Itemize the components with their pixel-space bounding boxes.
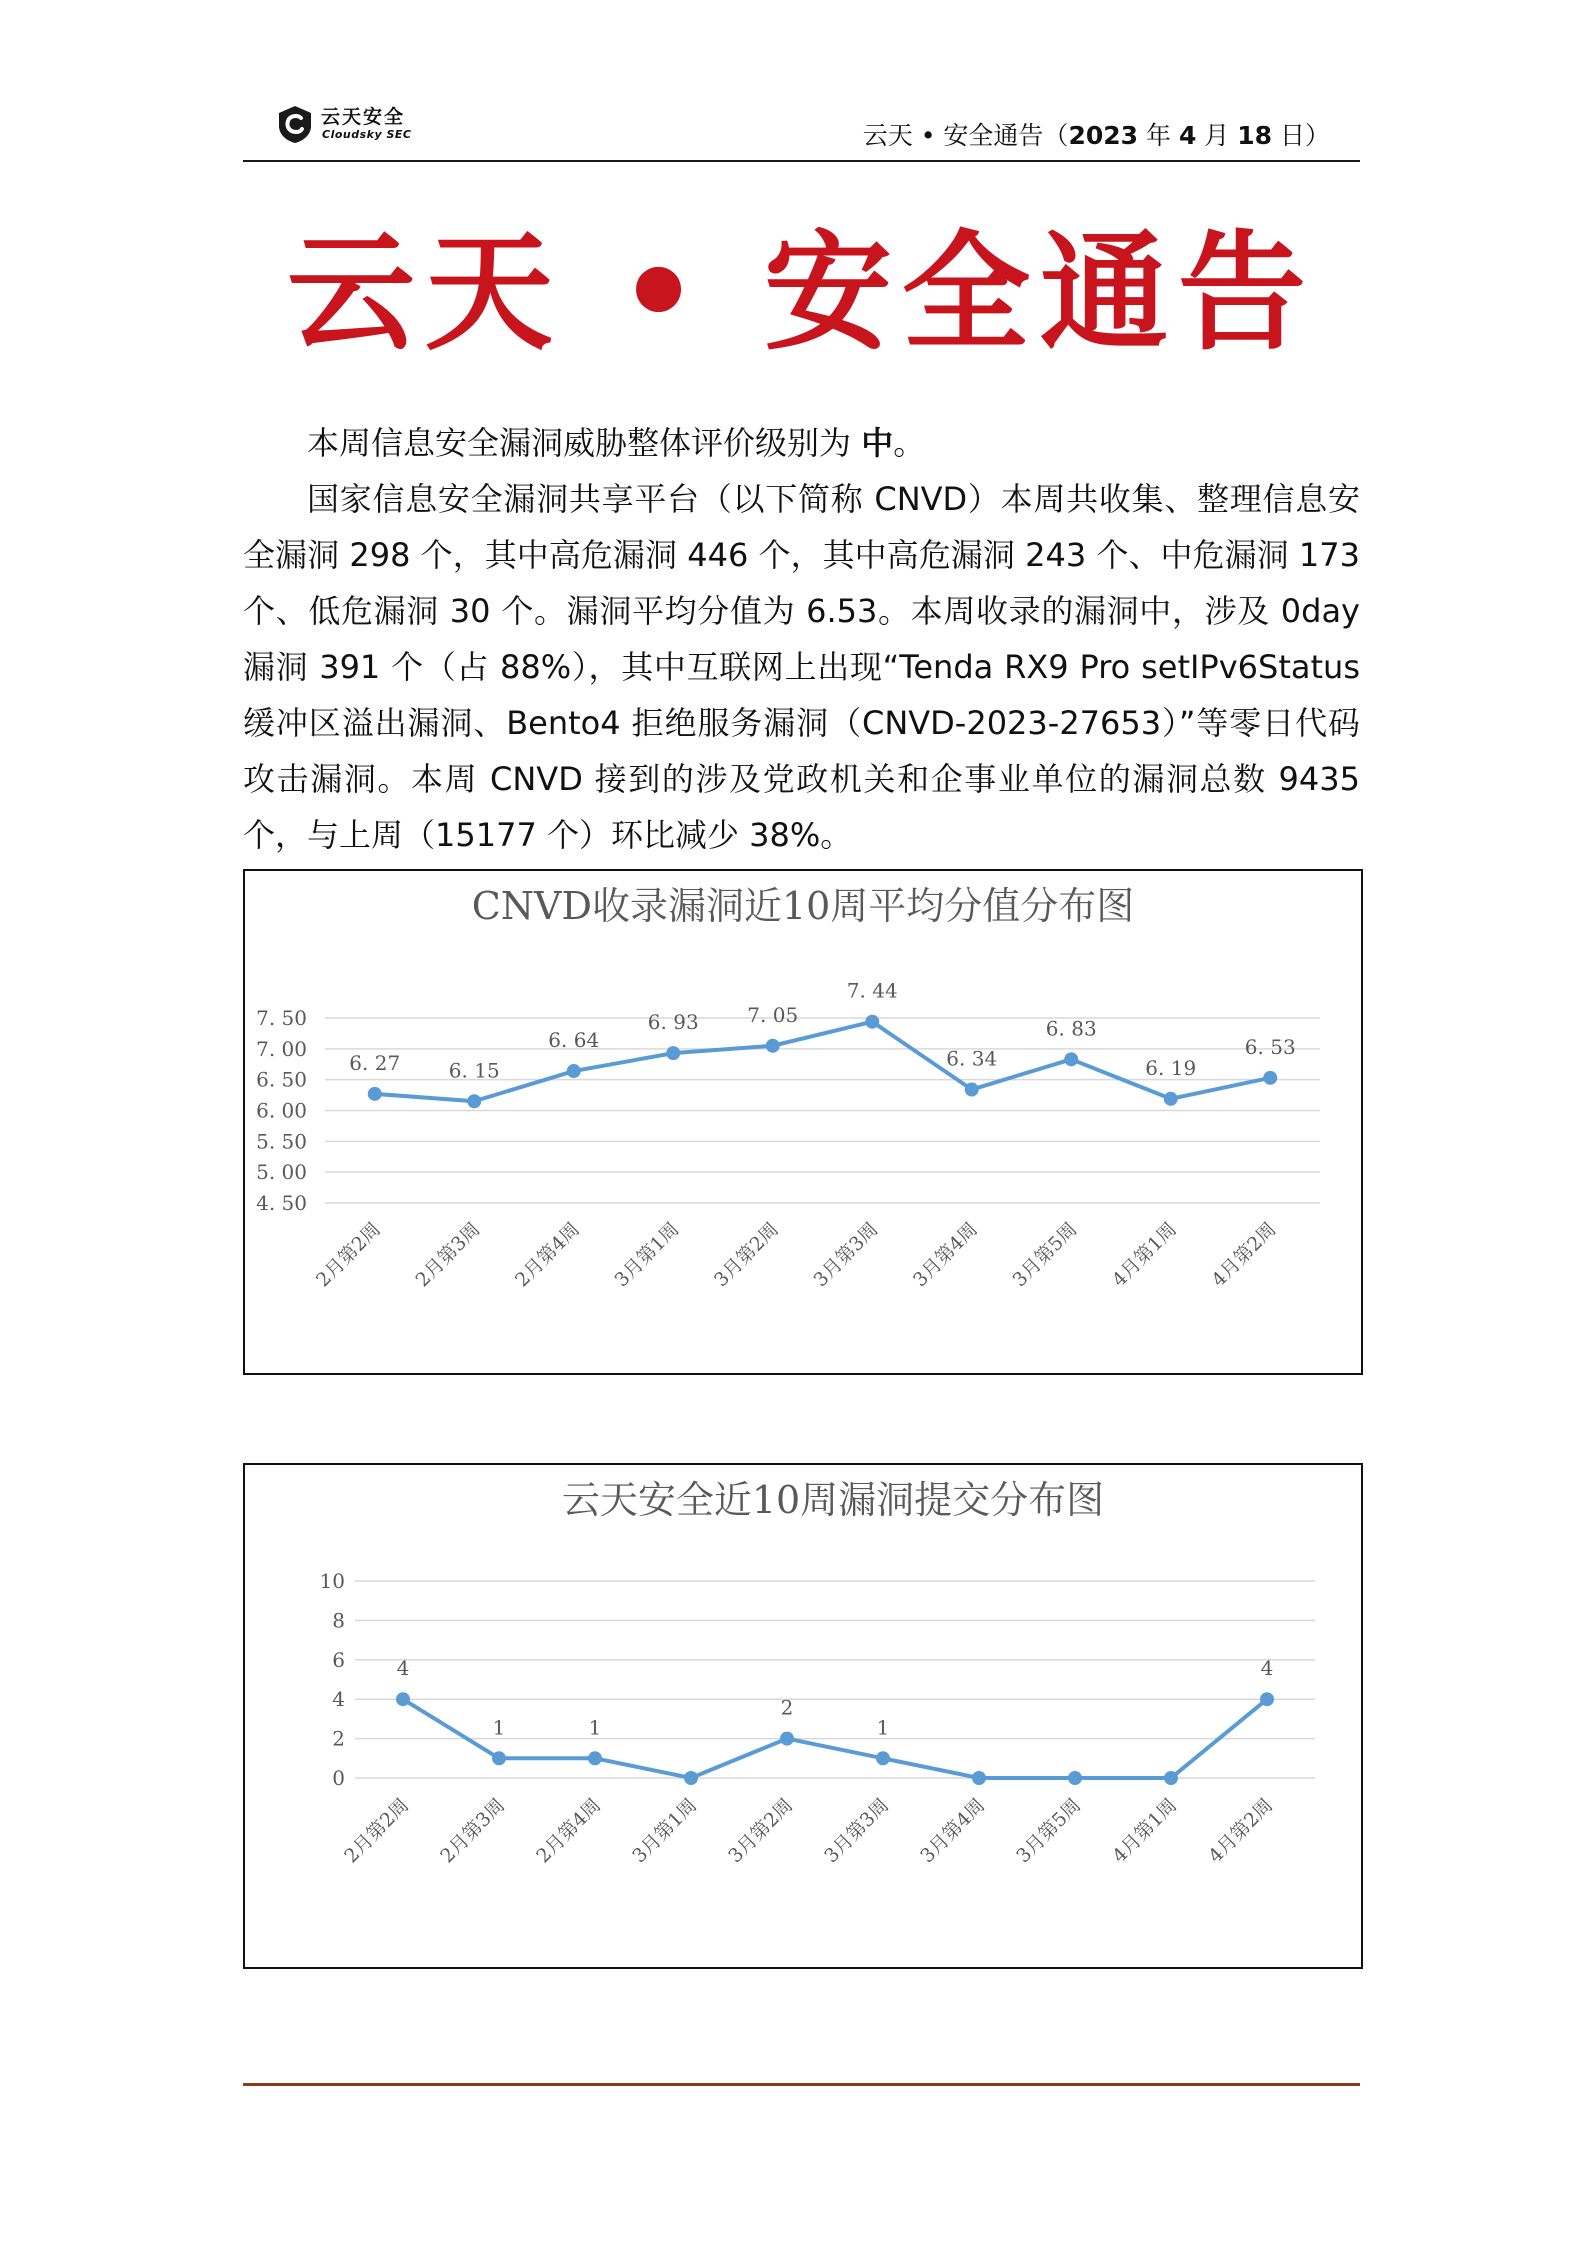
- x-tick-label: 3月第4周: [909, 1218, 982, 1292]
- data-point: [492, 1751, 506, 1765]
- x-tick-label: 2月第2周: [312, 1218, 385, 1292]
- data-label: 6. 19: [1145, 1055, 1197, 1080]
- y-tick-label: 4: [332, 1687, 345, 1712]
- day-unit: 日）: [1272, 121, 1330, 150]
- x-tick-label: 3月第1周: [628, 1794, 702, 1868]
- threat-level-end: 。: [893, 424, 926, 462]
- bulletin-month: 4: [1178, 121, 1197, 150]
- bulletin-day: 18: [1237, 121, 1273, 150]
- y-tick-label: 5. 00: [256, 1160, 307, 1185]
- data-label: 6. 15: [448, 1058, 500, 1083]
- data-label: 6. 83: [1045, 1016, 1097, 1041]
- y-tick-label: 10: [319, 1569, 345, 1593]
- data-label: 6. 34: [946, 1046, 998, 1071]
- data-point: [766, 1039, 780, 1053]
- x-tick-label: 3月第1周: [610, 1218, 684, 1292]
- x-tick-label: 3月第3周: [809, 1218, 883, 1292]
- data-point: [368, 1087, 382, 1101]
- y-tick-label: 2: [332, 1726, 345, 1751]
- cloudsky-logo-icon: [275, 104, 315, 144]
- y-tick-label: 6. 50: [256, 1067, 307, 1092]
- chart-title: 云天安全近10周漏洞提交分布图: [561, 1478, 1105, 1522]
- data-point: [467, 1094, 481, 1108]
- data-label: 4: [396, 1656, 410, 1681]
- data-point: [965, 1083, 979, 1097]
- x-tick-label: 4月第1周: [1108, 1794, 1182, 1868]
- series-line: [375, 1022, 1271, 1102]
- y-tick-label: 6: [332, 1647, 345, 1672]
- x-tick-label: 4月第2周: [1204, 1794, 1278, 1868]
- bulletin-date: [863, 116, 1330, 152]
- header-divider: [243, 160, 1360, 162]
- data-point: [1164, 1771, 1178, 1785]
- threat-level-value: 中: [861, 424, 894, 462]
- x-tick-label: 3月第5周: [1008, 1218, 1082, 1292]
- x-tick-label: 2月第4周: [532, 1794, 606, 1868]
- threat-level-text: 本周信息安全漏洞威胁整体评价级别为: [307, 424, 862, 462]
- data-label: 4: [1260, 1656, 1274, 1681]
- y-tick-label: 7. 00: [256, 1036, 307, 1061]
- x-tick-label: 3月第2周: [724, 1794, 798, 1868]
- x-tick-label: 3月第3周: [820, 1794, 894, 1868]
- threat-level-paragraph: [243, 415, 1360, 471]
- logo-english-name: Cloudsky SEC: [322, 128, 412, 141]
- page-header: [243, 94, 1360, 162]
- x-tick-label: 2月第4周: [511, 1218, 584, 1292]
- cloudsky-submission-chart: [243, 1463, 1363, 1969]
- x-tick-label: 2月第3周: [411, 1218, 485, 1292]
- cnvd-score-chart: [243, 869, 1363, 1375]
- data-point: [865, 1015, 879, 1029]
- data-point: [666, 1046, 680, 1060]
- data-point: [684, 1771, 698, 1785]
- bulletin-prefix: 云天 • 安全通告（: [862, 121, 1069, 150]
- data-label: 1: [876, 1715, 890, 1740]
- data-point: [1064, 1052, 1078, 1066]
- cloudsky-submission-chart-svg: [245, 1465, 1361, 1967]
- x-tick-label: 4月第1周: [1108, 1218, 1181, 1292]
- company-logo: [275, 100, 535, 150]
- x-tick-label: 3月第5周: [1012, 1794, 1086, 1868]
- footer-divider: [243, 2083, 1360, 2086]
- y-tick-label: 0: [332, 1766, 345, 1790]
- data-point: [1260, 1692, 1274, 1706]
- y-tick-label: 8: [332, 1608, 345, 1633]
- data-point: [876, 1751, 890, 1765]
- x-tick-label: 4月第2周: [1207, 1218, 1281, 1292]
- data-label: 1: [588, 1715, 602, 1740]
- data-label: 1: [492, 1715, 506, 1740]
- data-label: 6. 93: [647, 1010, 699, 1035]
- data-label: 7. 05: [747, 1002, 799, 1027]
- summary-paragraph: 国家信息安全漏洞共享平台（以下简称 CNVD）本周共收集、整理信息安全漏洞 298 个，其中高危漏洞 446 个，其中高危漏洞 243 个、中危漏洞 173 个、低危漏洞 30 个。漏洞平均分值为 6.53。本周收录的漏洞中，涉及 0day 漏洞 391 个（占 88%），其中互联网上出现“Tenda RX9 Pro setIPv6Status 缓冲区溢出漏洞、Bento4 拒绝服务漏洞（CNVD-2023-27653）”等零日代码攻击漏洞。本周 CNVD 接到的涉及党政机关和企事业单位的漏洞总数 9435 个，与上周（15177 个）环比减少 38%。: [243, 480, 1360, 854]
- month-unit: 月: [1196, 121, 1238, 150]
- bulletin-year: 2023: [1068, 121, 1139, 150]
- data-label: 6. 53: [1244, 1034, 1296, 1059]
- y-tick-label: 6. 00: [256, 1098, 307, 1123]
- logo-chinese-name: 云天安全: [321, 106, 406, 128]
- data-label: 6. 64: [548, 1028, 600, 1053]
- year-unit: 年: [1138, 121, 1179, 150]
- y-tick-label: 5. 50: [256, 1129, 307, 1154]
- x-tick-label: 3月第4周: [916, 1794, 990, 1868]
- data-point: [396, 1692, 410, 1706]
- y-tick-label: 7. 50: [256, 1006, 307, 1030]
- data-point: [780, 1732, 794, 1746]
- page-title: 云天 • 安全通告: [287, 218, 1316, 368]
- data-label: 6. 27: [349, 1050, 401, 1075]
- data-point: [1263, 1071, 1277, 1085]
- data-label: 2: [780, 1695, 794, 1720]
- data-point: [972, 1771, 986, 1785]
- x-tick-label: 2月第2周: [340, 1794, 414, 1868]
- data-point: [1068, 1771, 1082, 1785]
- chart-title: CNVD收录漏洞近10周平均分值分布图: [471, 884, 1135, 928]
- data-point: [567, 1064, 581, 1078]
- y-tick-label: 4. 50: [256, 1191, 307, 1215]
- data-point: [1164, 1092, 1178, 1106]
- cnvd-score-chart-svg: [245, 871, 1361, 1373]
- x-tick-label: 3月第2周: [710, 1218, 783, 1292]
- data-label: 7. 44: [846, 978, 898, 1003]
- x-tick-label: 2月第3周: [436, 1794, 510, 1868]
- data-point: [588, 1751, 602, 1765]
